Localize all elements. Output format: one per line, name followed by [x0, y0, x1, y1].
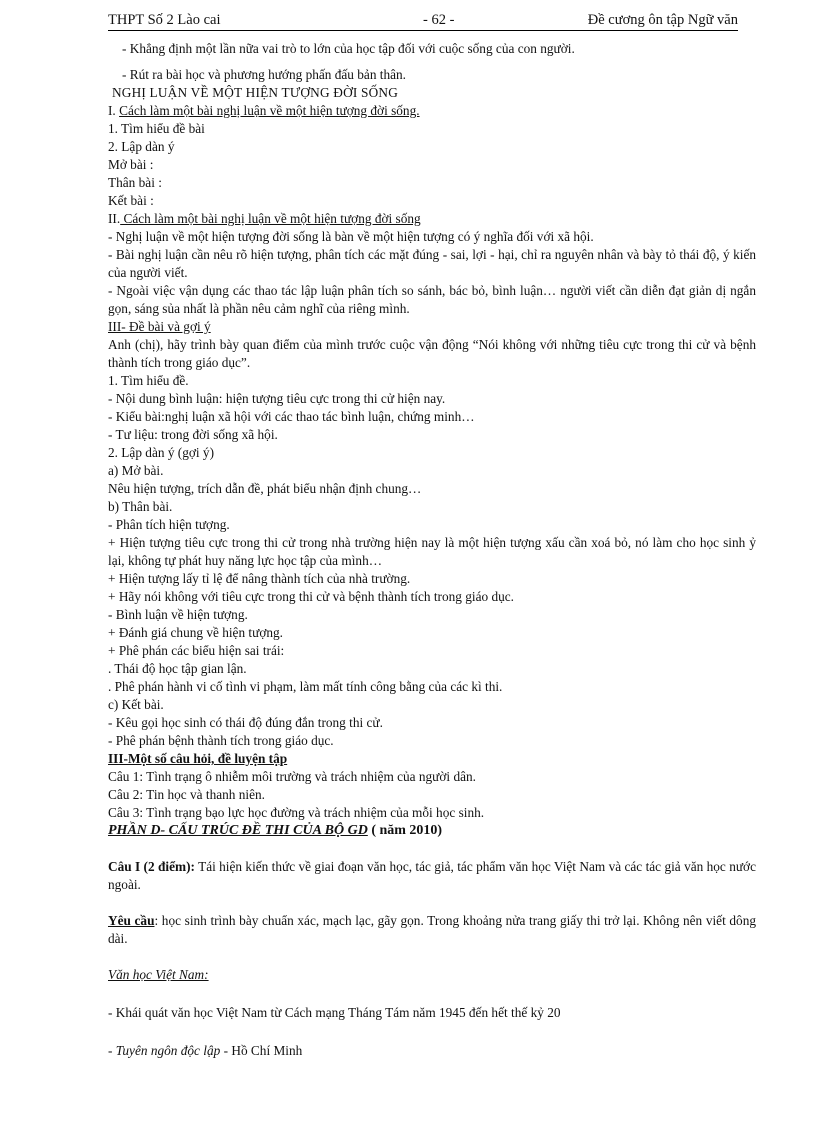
part-d-year: ( năm 2010): [367, 823, 443, 838]
outline-line: - Phân tích hiện tượng.: [108, 517, 230, 532]
requirement-label: Yêu cầu: [108, 913, 155, 928]
part-d-heading: [108, 822, 756, 840]
intro-line-2: - Rút ra bài học và phương hướng phấn đấu bản thân.: [122, 67, 407, 82]
outline-line: + Phê phán các biểu hiện sai trái:: [108, 643, 285, 658]
practice-question: Câu 1: Tình trạng ô nhiễm môi trường và trách nhiệm của người dân.: [108, 769, 476, 784]
work-title: - Tuyên ngôn độc lập: [108, 1043, 221, 1058]
question-1-label: Câu I (2 điểm):: [108, 859, 195, 874]
outline-line: c) Kết bài.: [108, 697, 164, 712]
s2-item: - Bài nghị luận cần nêu rõ hiện tượng, phân tích các mặt đúng - sai, lợi - hại, chỉ ra nguyên nhân và bày tỏ thái độ, ý kiến của người viết.: [108, 247, 756, 280]
overview-line: - Khái quát văn học Việt Nam từ Cách mạng Tháng Tám năm 1945 đến hết thế kỷ 20: [108, 1005, 561, 1020]
header-subject: Đề cương ôn tập Ngữ văn: [587, 12, 738, 28]
s1-item: 1. Tìm hiểu đề bài: [108, 121, 205, 136]
question-1-text: Tái hiện kiến thức về giai đoạn văn học, tác giả, tác phẩm văn học Việt Nam và các tác giả văn học nước ngoài.: [108, 859, 756, 892]
s1-item: Thân bài :: [108, 175, 162, 190]
s2-title: Cách làm một bài nghị luận về một hiện tượng đời sống: [120, 211, 421, 226]
essay-prompt: Anh (chị), hãy trình bày quan điểm của mình trước cuộc vận động “Nói không với những tiêu cực trong thi cử và bệnh thành tích trong giáo dục”.: [108, 337, 756, 370]
outline-line: + Hiện tượng tiêu cực trong thi cử trong nhà trường hiện nay là một hiện tượng xấu cần xoá bỏ, nó làm cho học sinh ỷ lại, không tự phát huy năng lực học tập của mình…: [108, 535, 756, 568]
requirement-text: : học sinh trình bày chuẩn xác, mạch lạc, gãy gọn. Trong khoảng nửa trang giấy thi trở lại. Không nên viết dông dài.: [108, 913, 757, 946]
outline-line: - Bình luận về hiện tượng.: [108, 607, 248, 622]
page-content: [108, 40, 756, 1060]
outline-line: + Hãy nói không với tiêu cực trong thi cử và bệnh thành tích trong giáo dục.: [108, 589, 514, 604]
outline-line: + Hiện tượng lấy tỉ lệ để nâng thành tích của nhà trường.: [108, 571, 411, 586]
outline-line: . Thái độ học tập gian lận.: [108, 661, 247, 676]
outline-line: - Tư liệu: trong đời sống xã hội.: [108, 427, 278, 442]
work-author: - Hồ Chí Minh: [220, 1043, 303, 1058]
intro-line-1: - Khẳng định một lần nữa vai trò to lớn của học tập đối với cuộc sống của con người.: [122, 41, 575, 56]
header-school: THPT Số 2 Lào cai: [108, 12, 221, 28]
practice-question: Câu 3: Tình trạng bạo lực học đường và trách nhiệm của mỗi học sinh.: [108, 805, 485, 820]
s1-item: 2. Lập dàn ý: [108, 139, 175, 154]
part-d-title: PHẦN D- CẤU TRÚC ĐỀ THI CỦA BỘ GD: [108, 823, 368, 838]
outline-line: - Phê phán bệnh thành tích trong giáo dục.: [108, 733, 334, 748]
s2-item: - Ngoài việc vận dụng các thao tác lập luận phân tích so sánh, bác bỏ, bình luận… người viết cần diễn đạt giản dị ngắn gọn, sáng sủa nhất là phần nêu cảm nghĩ của riêng mình.: [108, 283, 756, 316]
s1-heading: I. Cách làm một bài nghị luận về một hiện tượng đời sống.: [108, 103, 420, 118]
practice-heading: III-Một số câu hỏi, đề luyện tập: [108, 751, 288, 766]
outline-line: 2. Lập dàn ý (gợi ý): [108, 445, 214, 460]
work-line: [108, 1042, 756, 1060]
outline-line: a) Mở bài.: [108, 463, 164, 478]
vn-literature-heading: Văn học Việt Nam:: [108, 967, 209, 982]
s1-item: Mở bài :: [108, 157, 154, 172]
outline-line: + Đánh giá chung về hiện tượng.: [108, 625, 283, 640]
outline-line: . Phê phán hành vi cố tình vi phạm, làm mất tính công bằng của các kì thi.: [108, 679, 503, 694]
header-page-number: - 62 -: [423, 12, 455, 28]
s2-heading: II. Cách làm một bài nghị luận về một hiện tượng đời sống: [108, 211, 421, 226]
section-title: NGHỊ LUẬN VỀ MỘT HIỆN TƯỢNG ĐỜI SỐNG: [112, 85, 399, 100]
page-header: [108, 10, 738, 31]
outline-line: 1. Tìm hiểu đề.: [108, 373, 189, 388]
question-1: [108, 858, 756, 894]
s2-item: - Nghị luận về một hiện tượng đời sống là bàn về một hiện tượng có ý nghĩa đối với xã hội.: [108, 229, 594, 244]
practice-question: Câu 2: Tin học và thanh niên.: [108, 787, 265, 802]
outline-line: - Nội dung bình luận: hiện tượng tiêu cực trong thi cử hiện nay.: [108, 391, 446, 406]
outline-line: - Kiểu bài:nghị luận xã hội với các thao tác bình luận, chứng minh…: [108, 409, 475, 424]
outline-line: Nêu hiện tượng, trích dẫn đề, phát biểu nhận định chung…: [108, 481, 422, 496]
s1-title: Cách làm một bài nghị luận về một hiện tượng đời sống.: [119, 103, 420, 118]
s1-item: Kết bài :: [108, 193, 154, 208]
outline-line: - Kêu gọi học sinh có thái độ đúng đắn trong thi cử.: [108, 715, 383, 730]
requirement: [108, 912, 756, 948]
s3-heading: III- Đề bài và gợi ý: [108, 319, 211, 334]
outline-line: b) Thân bài.: [108, 499, 173, 514]
